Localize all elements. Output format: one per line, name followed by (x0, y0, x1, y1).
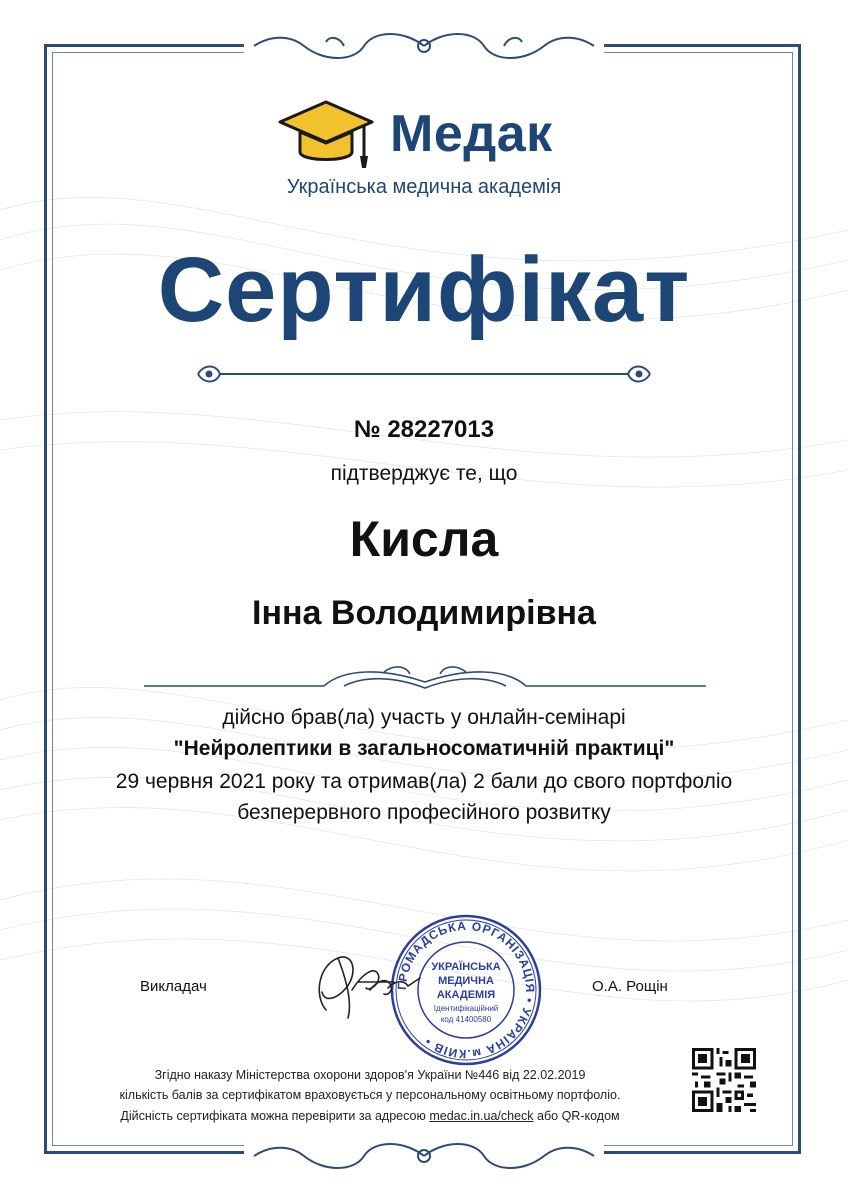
top-ornament (244, 28, 604, 64)
stamp-line-4: Ідентифікаційний (433, 1004, 499, 1013)
confirms-text: підтверджує те, що (330, 462, 518, 485)
stamp-outer-text: ГРОМАДСЬКА ОРГАНІЗАЦІЯ • УКРАЇНА м.КИЇВ • (394, 918, 538, 1062)
participation-text: дійсно брав(ла) участь у онлайн-семінарі (222, 706, 626, 729)
seminar-title: "Нейролептики в загальносоматичній практиці" (173, 737, 675, 760)
footer-portfolio-text: кількість балів за сертифікатом враховується у персональному освітньому портфоліо. (119, 1088, 621, 1102)
verify-link[interactable]: medac.in.ua/check (429, 1109, 534, 1123)
title-divider (194, 362, 654, 386)
handwritten-signature (308, 944, 424, 1024)
recipient-given-names: Інна Володимирівна (252, 594, 596, 632)
recipient-surname: Кисла (349, 511, 499, 567)
certificate-title: Сертифікат (157, 239, 691, 341)
bottom-ornament (244, 1138, 604, 1174)
logo-subtitle: Українська медична академія (286, 176, 562, 198)
graduation-cap-icon (276, 96, 376, 174)
logo-name: Медак (390, 105, 553, 163)
stamp-line-1: УКРАЇНСЬКА (431, 961, 501, 973)
date-points-text: 29 червня 2021 року та отримав(ла) 2 бали до свого портфоліо (115, 770, 733, 793)
qr-code[interactable] (692, 1048, 756, 1112)
lecturer-label: Викладач (140, 978, 207, 995)
footer-verify-text (60, 1109, 680, 1123)
footer-order-text: Згідно наказу Міністерства охорони здоров'я України №446 від 22.02.2019 (154, 1068, 586, 1082)
portfolio-text: безперервного професійного розвитку (237, 801, 611, 824)
name-divider (144, 662, 706, 698)
stamp-line-2: МЕДИЧНА (438, 975, 494, 987)
stamp-line-3: АКАДЕМІЯ (436, 989, 496, 1001)
certificate-number: № 28227013 (353, 416, 495, 443)
stamp-line-5: код 41400580 (440, 1015, 492, 1024)
signer-name: О.А. Рощін (592, 978, 668, 995)
footer-verify-suffix: або QR-кодом (533, 1109, 620, 1123)
footer-verify-prefix: Дійсність сертифіката можна перевірити за адресою (120, 1109, 430, 1123)
